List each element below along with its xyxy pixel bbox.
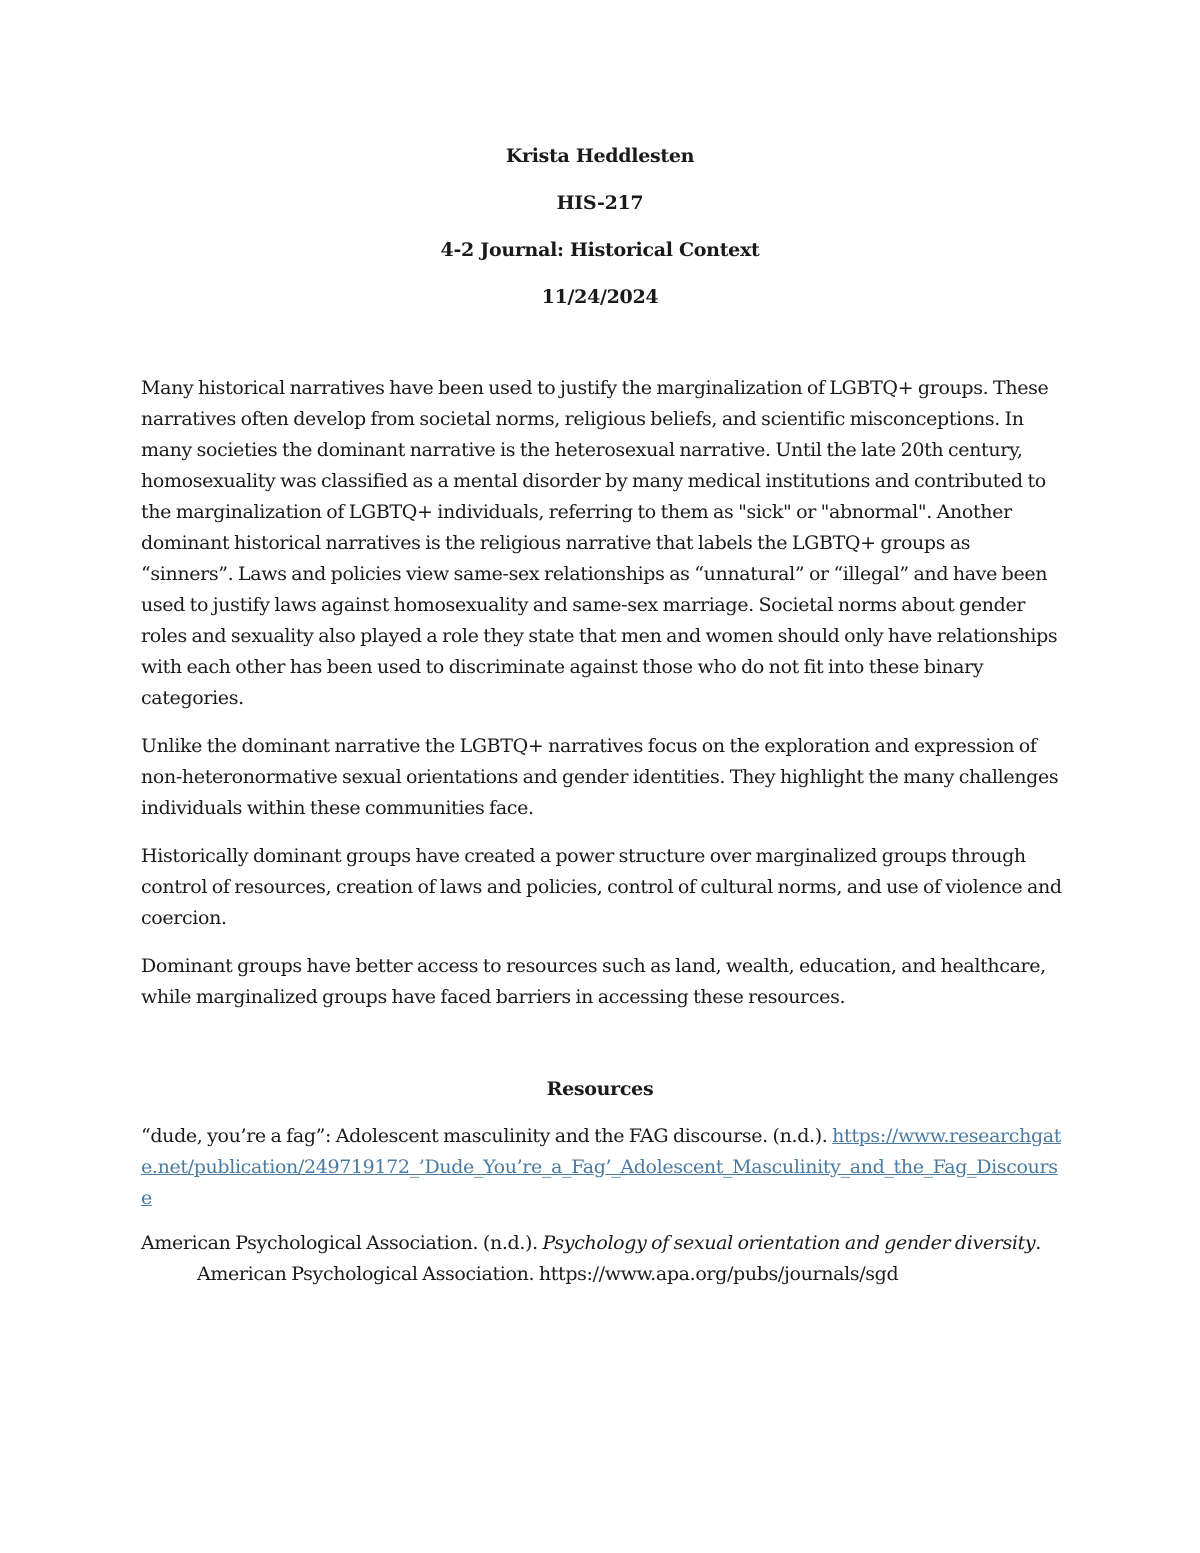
reference-publisher: . American Psychological Association. https://www.apa.org/pubs/journals/sgd <box>197 1232 1041 1285</box>
body-paragraph: Dominant groups have better access to resources such as land, wealth, education, and healthcare, while marginalized groups have faced barriers in accessing these resources. <box>141 955 1046 1008</box>
document-body <box>141 373 1066 1030</box>
reference-author: American Psychological Association. (n.d.). <box>141 1232 538 1254</box>
reference-item <box>141 1228 1066 1290</box>
reference-list <box>141 1121 1066 1304</box>
reference-link[interactable]: https://www.researchgate.net/publication/249719172_’Dude_You’re_a_Fag’_Adolescent_Masculinity_and_the_Fag_Discourse <box>141 1125 1062 1209</box>
assignment-title: 4-2 Journal: Historical Context <box>440 239 760 261</box>
reference-item <box>141 1121 1066 1214</box>
resources-heading: Resources <box>546 1078 654 1100</box>
document-date: 11/24/2024 <box>541 286 659 308</box>
course-code: HIS-217 <box>556 192 644 214</box>
body-paragraph: Many historical narratives have been used to justify the marginalization of LGBTQ+ groups. These narratives often develop from societal norms, religious beliefs, and scientific misconceptions. In many societies the dominant narrative is the heterosexual narrative. Until the late 20th century, homosexuality was classified as a mental disorder by many medical institutions and contributed to the marginalization of LGBTQ+ individuals, referring to them as "sick" or "abnormal". Another dominant historical narratives is the religious narrative that labels the LGBTQ+ groups as “sinners”. Laws and policies view same-sex relationships as “unnatural” or “illegal” and have been used to justify laws against homosexuality and same-sex marriage. Societal norms about gender roles and sexuality also played a role they state that men and women should only have relationships with each other has been used to discriminate against those who do not fit into these binary categories. <box>141 377 1058 709</box>
author-name: Krista Heddlesten <box>505 145 695 167</box>
body-paragraph: Historically dominant groups have created a power structure over marginalized groups through control of resources, creation of laws and policies, control of cultural norms, and use of violence and coercion. <box>141 845 1062 929</box>
reference-title: Psychology of sexual orientation and gender diversity <box>542 1232 1036 1254</box>
document-header <box>0 140 1200 328</box>
body-paragraph: Unlike the dominant narrative the LGBTQ+ narratives focus on the exploration and expression of non-heteronormative sexual orientations and gender identities. They highlight the many challenges individuals within these communities face. <box>141 735 1059 819</box>
reference-text: “dude, you’re a fag”: Adolescent masculinity and the FAG discourse. (n.d.). <box>141 1125 828 1147</box>
